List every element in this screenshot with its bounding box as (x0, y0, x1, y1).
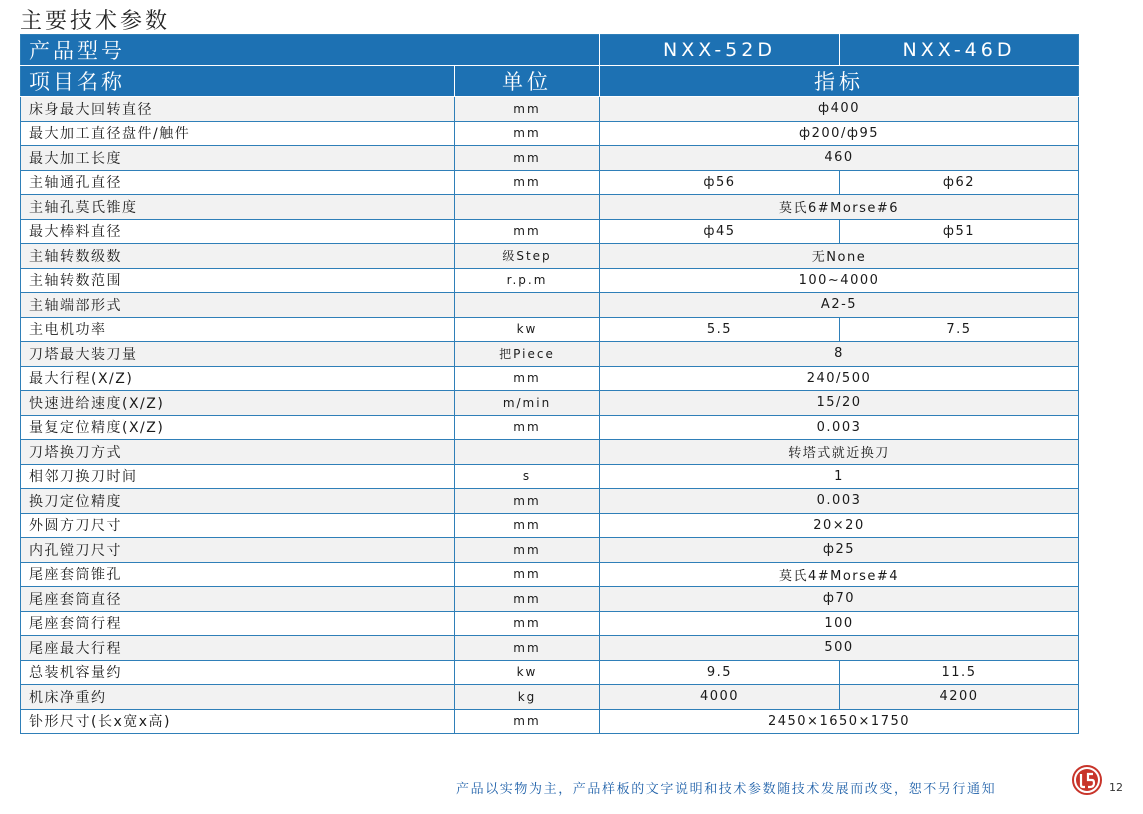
row-unit: m/min (455, 391, 600, 416)
row-item-name: 尾座套筒行程 (21, 611, 455, 636)
header-model-2: NXX-46D (840, 35, 1079, 66)
row-item-name: 相邻刀换刀时间 (21, 464, 455, 489)
row-value-shared: ф70 (600, 587, 1079, 612)
page-number: 12 (1109, 781, 1123, 794)
company-logo-icon (1072, 765, 1102, 795)
row-value-shared: 15/20 (600, 391, 1079, 416)
row-item-name: 最大棒料直径 (21, 219, 455, 244)
row-unit: mm (455, 97, 600, 122)
row-value-shared: ф200/ф95 (600, 121, 1079, 146)
spec-table (20, 34, 1079, 734)
header-row-columns (21, 66, 1079, 97)
row-item-name: 最大加工长度 (21, 146, 455, 171)
row-unit: mm (455, 121, 600, 146)
table-row (21, 293, 1079, 318)
row-unit (455, 293, 600, 318)
row-unit: kw (455, 317, 600, 342)
row-value-shared: 100 (600, 611, 1079, 636)
row-value-shared: ф400 (600, 97, 1079, 122)
row-value-shared: 0.003 (600, 415, 1079, 440)
table-row (21, 195, 1079, 220)
row-value-model-1: 4000 (600, 685, 840, 710)
table-row (21, 587, 1079, 612)
table-row (21, 538, 1079, 563)
footer-note: 产品以实物为主，产品样板的文字说明和技术参数随技术发展而改变，恕不另行通知 (456, 782, 997, 797)
row-item-name: 尾座套筒锥孔 (21, 562, 455, 587)
table-row (21, 146, 1079, 171)
row-unit: 把Piece (455, 342, 600, 367)
row-unit: mm (455, 538, 600, 563)
table-row (21, 391, 1079, 416)
header-item-label: 项目名称 (21, 66, 455, 97)
row-item-name: 主轴转数级数 (21, 244, 455, 269)
row-unit: 级Step (455, 244, 600, 269)
row-unit: mm (455, 170, 600, 195)
row-item-name: 内孔镗刀尺寸 (21, 538, 455, 563)
table-row (21, 219, 1079, 244)
row-unit (455, 440, 600, 465)
header-row-model (21, 35, 1079, 66)
row-value-shared: 460 (600, 146, 1079, 171)
table-row (21, 415, 1079, 440)
row-value-shared: 0.003 (600, 489, 1079, 514)
row-value-shared: 2450×1650×1750 (600, 709, 1079, 734)
row-value-shared: A2-5 (600, 293, 1079, 318)
row-item-name: 钋形尺寸(长x宽x高) (21, 709, 455, 734)
row-unit: mm (455, 513, 600, 538)
row-value-model-2: 7.5 (840, 317, 1079, 342)
row-item-name: 外圆方刀尺寸 (21, 513, 455, 538)
table-row (21, 121, 1079, 146)
row-unit: mm (455, 709, 600, 734)
row-value-shared: 8 (600, 342, 1079, 367)
row-item-name: 换刀定位精度 (21, 489, 455, 514)
row-item-name: 快速进给速度(X/Z) (21, 391, 455, 416)
row-unit: kw (455, 660, 600, 685)
table-row (21, 562, 1079, 587)
row-value-shared: 240/500 (600, 366, 1079, 391)
header-model-1: NXX-52D (600, 35, 840, 66)
row-unit: mm (455, 562, 600, 587)
row-value-shared: 20×20 (600, 513, 1079, 538)
header-unit-label: 单位 (455, 66, 600, 97)
table-row (21, 366, 1079, 391)
row-unit: mm (455, 415, 600, 440)
page-title: 主要技术参数 (20, 9, 171, 34)
table-row (21, 513, 1079, 538)
row-unit: mm (455, 611, 600, 636)
row-item-name: 总装机容量约 (21, 660, 455, 685)
row-value-shared: 莫氏4#Morse#4 (600, 562, 1079, 587)
table-row (21, 709, 1079, 734)
row-unit (455, 195, 600, 220)
table-row (21, 244, 1079, 269)
table-row (21, 489, 1079, 514)
row-value-model-2: 4200 (840, 685, 1079, 710)
row-unit: mm (455, 489, 600, 514)
table-row (21, 685, 1079, 710)
row-item-name: 最大加工直径盘件/触件 (21, 121, 455, 146)
row-value-model-1: 9.5 (600, 660, 840, 685)
header-spec-label: 指标 (600, 66, 1079, 97)
table-row (21, 342, 1079, 367)
row-item-name: 主轴通孔直径 (21, 170, 455, 195)
row-item-name: 量复定位精度(X/Z) (21, 415, 455, 440)
row-unit: mm (455, 146, 600, 171)
row-value-shared: 莫氏6#Morse#6 (600, 195, 1079, 220)
row-item-name: 主电机功率 (21, 317, 455, 342)
header-model-label: 产品型号 (21, 35, 600, 66)
row-item-name: 床身最大回转直径 (21, 97, 455, 122)
row-value-model-1: ф45 (600, 219, 840, 244)
row-unit: mm (455, 219, 600, 244)
row-unit: mm (455, 587, 600, 612)
table-row (21, 660, 1079, 685)
row-value-shared: 100~4000 (600, 268, 1079, 293)
row-item-name: 尾座套筒直径 (21, 587, 455, 612)
table-row (21, 464, 1079, 489)
row-value-model-2: 11.5 (840, 660, 1079, 685)
row-value-shared: ф25 (600, 538, 1079, 563)
row-value-model-1: 5.5 (600, 317, 840, 342)
row-item-name: 尾座最大行程 (21, 636, 455, 661)
row-unit: mm (455, 636, 600, 661)
row-item-name: 刀塔换刀方式 (21, 440, 455, 465)
row-item-name: 主轴孔莫氏锥度 (21, 195, 455, 220)
row-value-shared: 无None (600, 244, 1079, 269)
row-value-model-2: ф62 (840, 170, 1079, 195)
table-row (21, 611, 1079, 636)
row-unit: mm (455, 366, 600, 391)
row-value-shared: 500 (600, 636, 1079, 661)
row-value-model-1: ф56 (600, 170, 840, 195)
table-row (21, 317, 1079, 342)
table-row (21, 97, 1079, 122)
row-unit: kg (455, 685, 600, 710)
row-item-name: 主轴转数范围 (21, 268, 455, 293)
table-row (21, 170, 1079, 195)
table-row (21, 268, 1079, 293)
row-item-name: 机床净重约 (21, 685, 455, 710)
table-row (21, 440, 1079, 465)
row-unit: s (455, 464, 600, 489)
row-value-shared: 1 (600, 464, 1079, 489)
table-row (21, 636, 1079, 661)
row-value-shared: 转塔式就近换刀 (600, 440, 1079, 465)
row-item-name: 最大行程(X/Z) (21, 366, 455, 391)
row-item-name: 刀塔最大装刀量 (21, 342, 455, 367)
row-unit: r.p.m (455, 268, 600, 293)
row-item-name: 主轴端部形式 (21, 293, 455, 318)
row-value-model-2: ф51 (840, 219, 1079, 244)
